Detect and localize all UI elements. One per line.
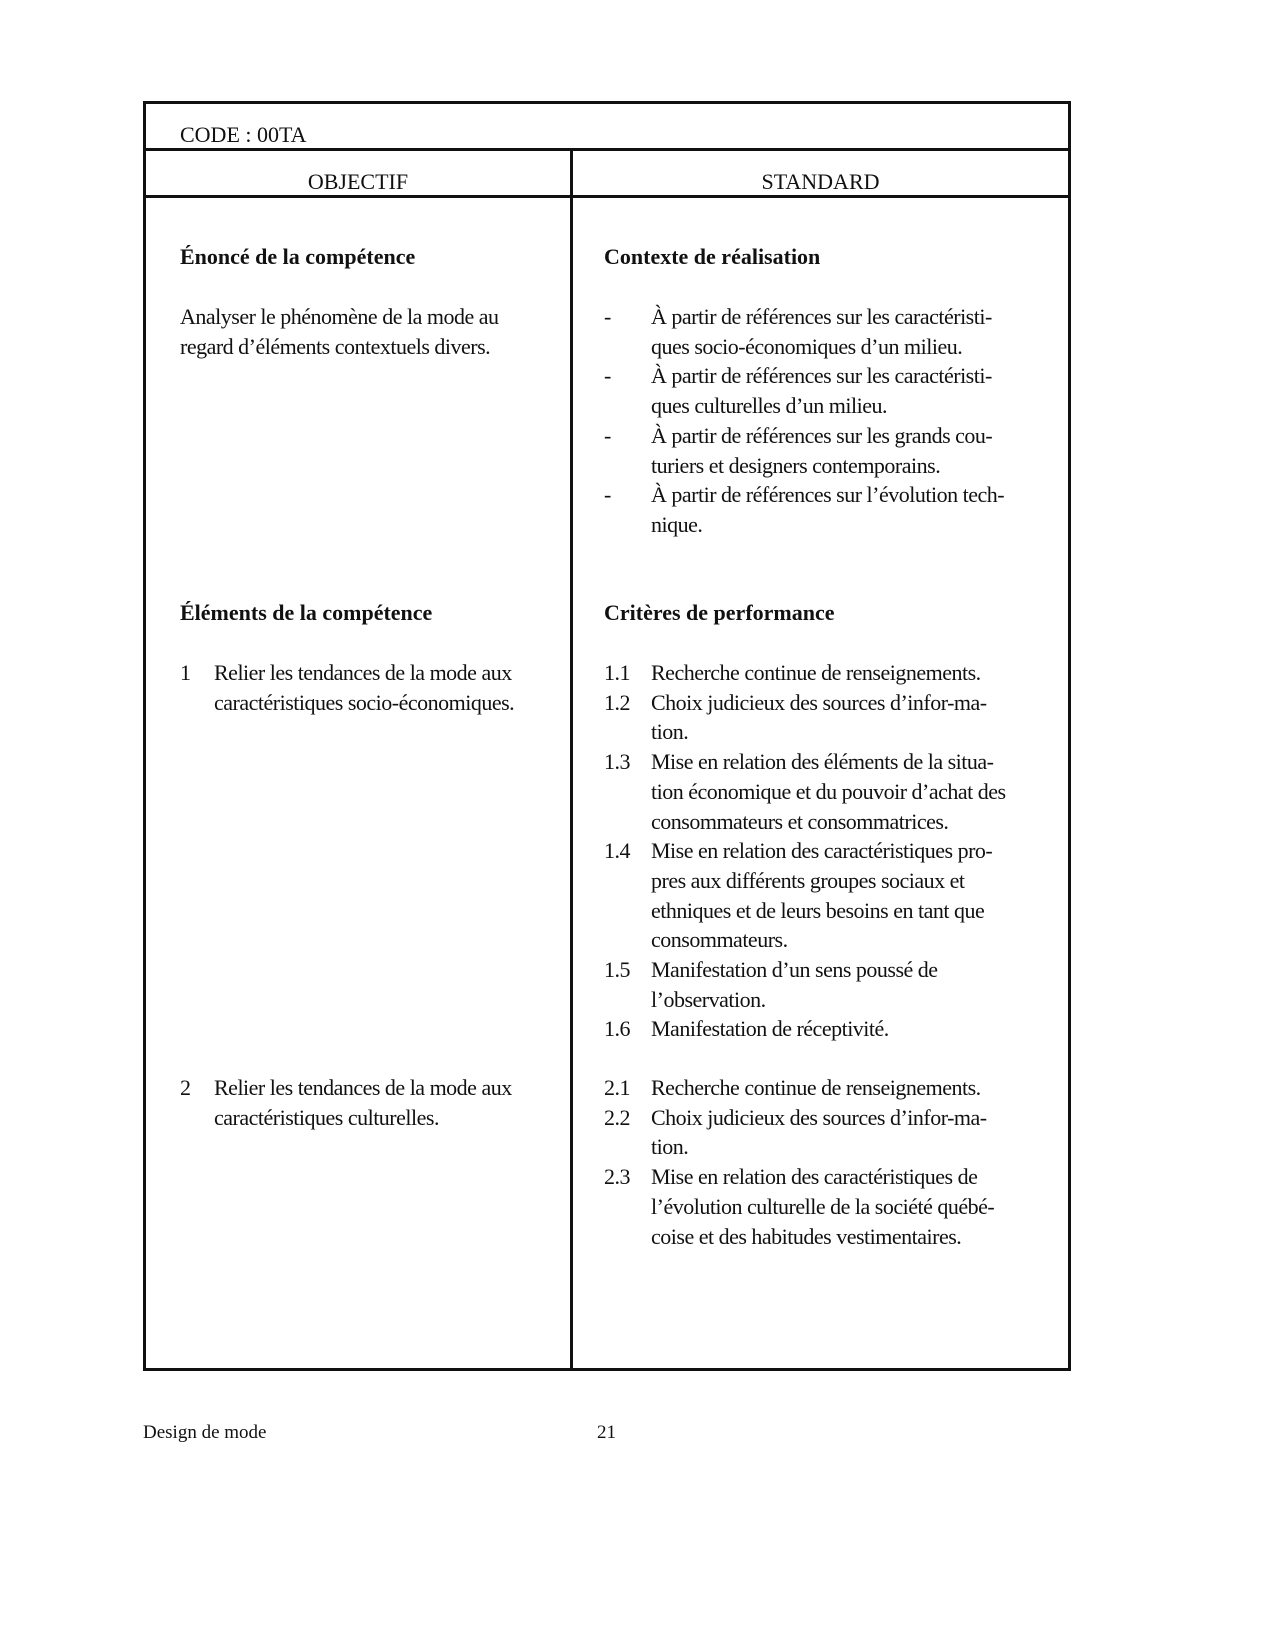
text-line: ethniques et de leurs besoins en tant que	[651, 897, 985, 923]
text-line: Manifestation d’un sens poussé de	[651, 957, 938, 983]
column-divider	[570, 148, 573, 1371]
column-header-objectif: OBJECTIF	[307, 169, 409, 194]
text-line: Relier les tendances de la mode aux	[214, 660, 512, 685]
text-line: Choix judicieux des sources d’infor-ma-	[651, 689, 987, 715]
elements-list	[180, 1073, 512, 1132]
item-text	[651, 747, 1006, 836]
list-item	[180, 1073, 512, 1132]
list-item	[604, 955, 1006, 1014]
item-text	[651, 836, 992, 955]
item-marker: 2.2	[604, 1104, 630, 1130]
text-line: tion économique et du pouvoir d’achat des	[651, 778, 1006, 804]
list-item	[604, 1162, 994, 1251]
item-text	[651, 302, 992, 361]
criteres-list	[604, 658, 1006, 1044]
text-line: Manifestation de réceptivité.	[651, 1016, 889, 1042]
code-label: CODE : 00TA	[180, 122, 307, 147]
list-item	[604, 361, 1004, 420]
contexte-heading: Contexte de réalisation	[604, 244, 821, 269]
item-text	[651, 421, 992, 480]
list-item	[604, 480, 1004, 539]
text-line: nique.	[651, 511, 703, 537]
text-line: turiers et designers contemporains.	[651, 452, 941, 478]
item-text	[651, 361, 992, 420]
item-marker: -	[604, 482, 611, 508]
item-marker: 1.1	[604, 660, 630, 685]
enonce-heading: Énoncé de la compétence	[180, 244, 416, 269]
item-marker: -	[604, 304, 611, 329]
item-marker: 1.3	[604, 749, 630, 775]
text-line: caractéristiques culturelles.	[214, 1104, 439, 1130]
list-item	[604, 421, 1004, 480]
text-line: ques socio-économiques d’un milieu.	[651, 333, 963, 359]
criteres-list	[604, 1073, 994, 1251]
list-item	[180, 658, 514, 717]
text-line: consommateurs et consommatrices.	[651, 808, 949, 834]
item-text	[214, 1073, 512, 1132]
list-item	[604, 836, 1006, 955]
enonce-text	[180, 302, 498, 361]
text-line: Mise en relation des caractéristiques de	[651, 1164, 978, 1190]
text-line: tion.	[651, 1134, 689, 1160]
item-text	[651, 1014, 889, 1044]
item-marker: 2	[180, 1075, 191, 1100]
column-header-standard: STANDARD	[761, 169, 880, 194]
elements-list	[180, 658, 514, 717]
text-line: À partir de références sur les grands cou-	[651, 422, 993, 448]
list-item	[604, 302, 1004, 361]
item-text	[651, 658, 981, 688]
contexte-list	[604, 302, 1004, 540]
text-line: Analyser le phénomène de la mode au	[180, 304, 499, 329]
item-marker: 1	[180, 660, 191, 685]
list-item	[604, 1014, 1006, 1044]
item-text	[651, 688, 987, 747]
text-line: Mise en relation des éléments de la situa-	[651, 749, 994, 775]
footer-title: Design de mode	[143, 1422, 267, 1443]
elements-heading: Éléments de la compétence	[180, 600, 433, 625]
item-text	[651, 1162, 994, 1251]
text-line: Recherche continue de renseignements.	[651, 1075, 981, 1100]
text-line: Relier les tendances de la mode aux	[214, 1075, 512, 1100]
item-marker: 2.1	[604, 1075, 630, 1100]
text-line: caractéristiques socio-économiques.	[214, 689, 515, 715]
text-line: consommateurs.	[651, 927, 788, 953]
item-marker: 1.5	[604, 957, 630, 983]
item-marker: 1.2	[604, 689, 630, 715]
item-marker: 2.3	[604, 1164, 630, 1190]
list-item	[604, 658, 1006, 688]
item-marker: 1.4	[604, 838, 630, 864]
text-line: À partir de références sur les caractéristi-	[651, 304, 992, 329]
page-number: 21	[597, 1422, 616, 1443]
list-item	[604, 747, 1006, 836]
item-marker: -	[604, 422, 611, 448]
text-line: tion.	[651, 719, 689, 745]
text-line: pres aux différents groupes sociaux et	[651, 867, 965, 893]
text-line: coise et des habitudes vestimentaires.	[651, 1223, 962, 1249]
text-line: l’observation.	[651, 986, 766, 1012]
item-text	[214, 658, 514, 717]
text-line: Recherche continue de renseignements.	[651, 660, 981, 685]
item-text	[651, 480, 1004, 539]
item-text	[651, 1073, 981, 1103]
list-item	[604, 1103, 994, 1162]
item-text	[651, 1103, 987, 1162]
list-item	[604, 1073, 994, 1103]
list-item	[604, 688, 1006, 747]
text-line: l’évolution culturelle de la société québé-	[651, 1193, 995, 1219]
item-marker: -	[604, 363, 611, 389]
item-marker: 1.6	[604, 1016, 630, 1042]
text-line: À partir de références sur les caractéristi-	[651, 363, 992, 389]
item-text	[651, 955, 938, 1014]
text-line: Mise en relation des caractéristiques pro-	[651, 838, 993, 864]
criteres-heading: Critères de performance	[604, 600, 835, 625]
text-line: Choix judicieux des sources d’infor-ma-	[651, 1104, 987, 1130]
text-line: À partir de références sur l’évolution tech-	[651, 482, 1005, 508]
text-line: regard d’éléments contextuels divers.	[180, 333, 491, 359]
text-line: ques culturelles d’un milieu.	[651, 393, 887, 419]
